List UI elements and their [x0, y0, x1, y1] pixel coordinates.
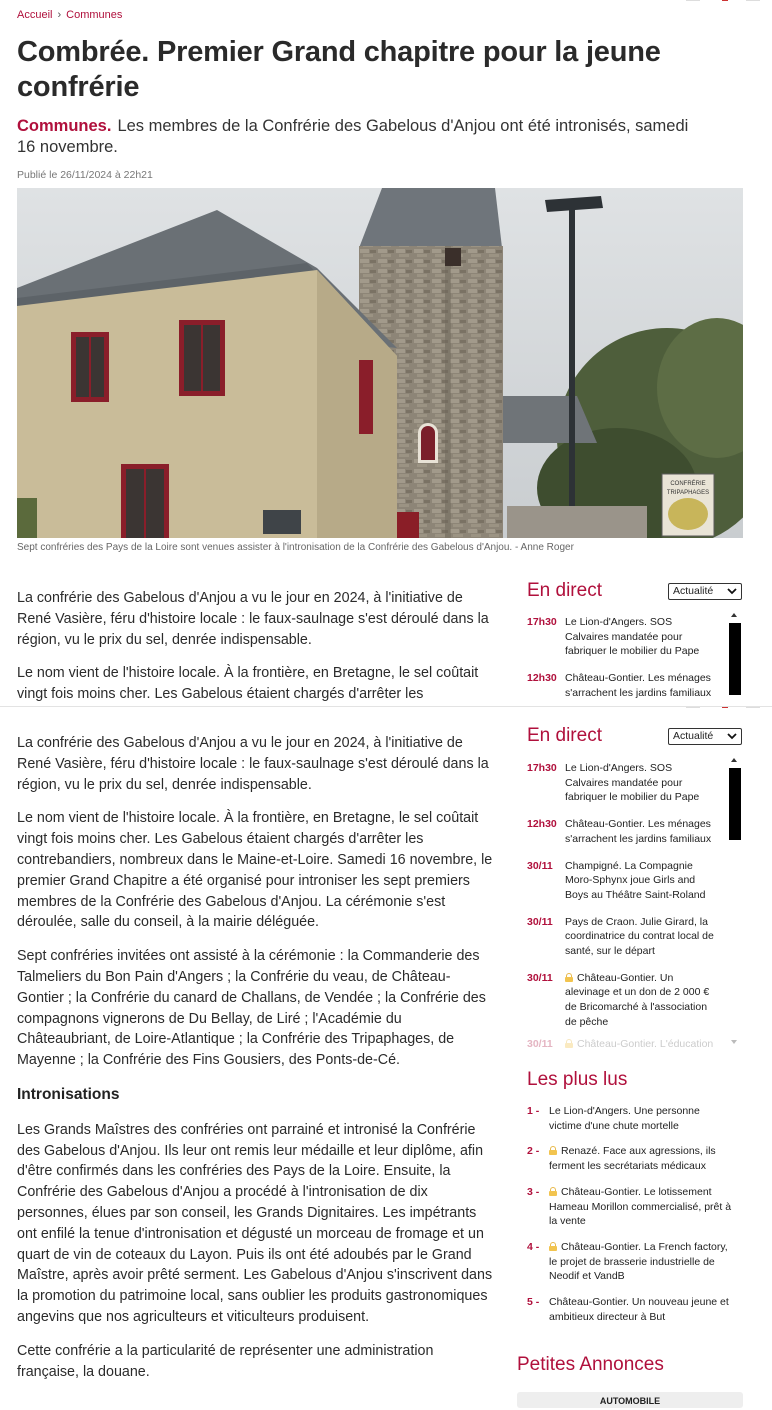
- live-item-text: Château-Gontier. L'éducation: [577, 1038, 714, 1050]
- article-category-link[interactable]: Communes.: [17, 117, 112, 135]
- building-photo-illustration: [17, 188, 743, 538]
- most-read-rank: 2 -: [527, 1145, 540, 1158]
- most-read-item[interactable]: [527, 1240, 737, 1284]
- live-feed-title: En direct: [527, 580, 602, 601]
- classifieds-title: Petites Annonces: [517, 1354, 664, 1375]
- live-item-faded[interactable]: [527, 1038, 713, 1050]
- classifieds-category-automobile[interactable]: AUTOMOBILE: [517, 1392, 743, 1408]
- article-paragraph: Le nom vient de l'histoire locale. À la frontière, en Bretagne, le sel coûtait vingt fois moins cher. Les Gabelous étaient chargés d'arrêter les contrebandiers, nombreux dans le Maine-et-Loire. Samedi 16 novembre, le premier Grand Chapitre a été organisé pour introniser les sept premiers membres de la Confrérie des Gabelous d'Anjou. La cérémonie s'est déroulée, salle du conseil, à la mairie déléguée.: [17, 810, 493, 931]
- most-read-rank: 1 -: [527, 1105, 540, 1117]
- scroll-up-icon[interactable]: [731, 613, 737, 617]
- article-paragraph: Les Grands Maîstres des confréries ont parrainé et intronisé la Confrérie des Gabelous d'Anjou. Ils leur ont remis leur médaille et leur diplôme, afin d'être confirmés dans les confréries des Pays de la Loire. Ensuite, la Confrérie des Gabelous d'Anjou a procédé à l'intronisation de dix personnes, élues par son conseil, les Grands Dignitaires. Les impétrants ont enfilé la tenue d'intronisation et dégusté un morceau de fromage et un quart de vin de coteaux du Layon. Puis ils ont été adoubés par le Grand Maîstre, après avoir prêté serment. Les Gabelous d'Anjou s'inscrivent dans la promotion du patrimoine local, sans oublier les produits gastronomiques angevins que nos agriculteurs et viticulteurs produisent.: [17, 1121, 493, 1325]
- sign-text-line-1: CONFRÉRIE: [670, 481, 706, 487]
- article-subheading: Intronisations: [17, 1085, 120, 1103]
- live-item-time: 17h30: [527, 762, 557, 774]
- live-item-time: 30/11: [527, 915, 553, 928]
- most-read-text: Le Lion-d'Angers. Une personne victime d'une chute mortelle: [549, 1105, 700, 1132]
- most-read-text: Renazé. Face aux agressions, ils ferment les secrétariats médicaux: [549, 1145, 716, 1173]
- breadcrumb-home-link[interactable]: Accueil: [17, 9, 53, 21]
- article-paragraph: Le nom vient de l'histoire locale. À la frontière, en Bretagne, le sel coûtait vingt fois moins cher. Les Gabelous étaient chargés d'arrêter les: [17, 665, 479, 703]
- top-edge-marks: [686, 0, 772, 3]
- live-item[interactable]: [527, 971, 717, 1030]
- article-body: [17, 733, 495, 1382]
- most-read-item[interactable]: [527, 1104, 737, 1133]
- breadcrumb-section-link[interactable]: Communes: [66, 9, 123, 21]
- photo-caption: Sept confréries des Pays de la Loire sont venues assister à l'intronisation de la Confrérie des Gabelous d'Anjou. - Anne Roger: [17, 542, 574, 553]
- sign-text-line-2: TRIPAPHAGES: [666, 490, 710, 496]
- most-read-text: Château-Gontier. Un nouveau jeune et ambitieux directeur à But: [549, 1296, 729, 1323]
- live-feed-list: [527, 761, 717, 1030]
- article-photo[interactable]: [17, 188, 743, 538]
- chevron-right-icon: ›: [57, 9, 62, 21]
- live-filter-select[interactable]: [668, 583, 742, 600]
- most-read-rank: 5 -: [527, 1296, 540, 1309]
- chevron-down-icon: [727, 586, 737, 596]
- live-item-text: Château-Gontier. Un alevinage et un don de 2 000 € de Bricomarché à l'association de pêche: [565, 971, 710, 1028]
- live-feed-scrollbar[interactable]: [728, 613, 740, 695]
- live-item[interactable]: [527, 671, 717, 700]
- scrollbar-thumb[interactable]: [729, 623, 741, 695]
- live-item-time: 30/11: [527, 971, 553, 984]
- live-filter-value: Actualité: [673, 585, 714, 597]
- live-item-time: 30/11: [527, 1038, 553, 1050]
- live-item-time: 12h30: [527, 818, 557, 831]
- live-item[interactable]: [527, 915, 717, 959]
- live-item-text: Château-Gontier. Les ménages s'arrachent les jardins familiaux: [565, 818, 712, 845]
- live-item[interactable]: [527, 817, 717, 846]
- breadcrumb: [17, 9, 122, 21]
- scrollbar-thumb[interactable]: [729, 768, 741, 840]
- live-feed-scrollbar[interactable]: [728, 758, 740, 1050]
- live-filter-select[interactable]: [668, 728, 742, 745]
- most-read-item[interactable]: [527, 1185, 737, 1229]
- viewport-divider: [0, 706, 772, 707]
- most-read-item[interactable]: [527, 1144, 737, 1173]
- lock-icon: [565, 973, 573, 982]
- lock-icon: [549, 1242, 557, 1251]
- most-read-rank: 4 -: [527, 1240, 540, 1253]
- live-item[interactable]: [527, 615, 717, 659]
- article-paragraph: La confrérie des Gabelous d'Anjou a vu le jour en 2024, à l'initiative de René Vasière, féru d'histoire locale : le faux-saulnage s'est déroulé dans la région, vu le prix du sel, denrée indispensable.: [17, 735, 489, 793]
- live-item-time: 30/11: [527, 859, 553, 872]
- article-title: Combrée. Premier Grand chapitre pour la jeune confrérie: [17, 36, 661, 103]
- article-body-preview: [17, 588, 495, 706]
- live-item-text: Château-Gontier. Les ménages s'arrachent les jardins familiaux: [565, 672, 712, 699]
- live-item-time: 17h30: [527, 616, 557, 628]
- article-lead: [17, 116, 697, 158]
- chevron-down-icon: [727, 731, 737, 741]
- lock-icon: [565, 1039, 573, 1048]
- lock-icon: [549, 1187, 557, 1196]
- article-paragraph: Sept confréries invitées ont assisté à la cérémonie : la Commanderie des Talmeliers du Bon Pain d'Angers ; la Confrérie du veau, de Château-Gontier ; la Confrérie du canard de Challans, de Vendée ; la Confrérie des compagnons vignerons de Du Bellay, de Liré ; l'Académie du Châteaubriant, de Loire-Atlantique ; la Confrérie des Tripaphages, de Mayenne ; la Confrérie des Fins Gousiers, des Ponts-de-Cé.: [17, 948, 486, 1069]
- most-read-text: Château-Gontier. Le lotissement Hameau Morillon commercialisé, prêt à la vente: [549, 1185, 732, 1228]
- article-lead-text: Les membres de la Confrérie des Gabelous d'Anjou ont été intronisés, samedi 16 novembre.: [17, 117, 689, 156]
- live-feed-title: En direct: [527, 725, 602, 746]
- lock-icon: [549, 1146, 557, 1155]
- live-item-time: 12h30: [527, 672, 557, 685]
- live-item[interactable]: [527, 859, 717, 903]
- most-read-rank: 3 -: [527, 1185, 540, 1198]
- most-read-list: [527, 1104, 737, 1324]
- live-feed-preview: [527, 615, 717, 701]
- most-read-item[interactable]: [527, 1295, 737, 1324]
- top-edge-marks: [686, 707, 772, 710]
- live-item[interactable]: [527, 761, 717, 805]
- live-item-text: Le Lion-d'Angers. SOS Calvaires mandatée pour fabriquer le mobilier du Pape: [565, 762, 700, 804]
- most-read-text: Château-Gontier. La French factory, le projet de brasserie industrielle de Neodif et VandB: [549, 1240, 728, 1283]
- live-item-text: Pays de Craon. Julie Girard, la coordinatrice du contrat local de santé, sur le départ: [565, 915, 714, 958]
- article-paragraph: Cette confrérie a la particularité de représenter une administration française, la douane.: [17, 1342, 434, 1380]
- live-filter-value: Actualité: [673, 730, 714, 742]
- article-paragraph: La confrérie des Gabelous d'Anjou a vu le jour en 2024, à l'initiative de René Vasière, féru d'histoire locale : le faux-saulnage s'est déroulé dans la région, vu le prix du sel, denrée indispensable.: [17, 590, 489, 648]
- scroll-down-icon[interactable]: [731, 1040, 737, 1044]
- publish-date: Publié le 26/11/2024 à 22h21: [17, 169, 153, 181]
- most-read-title: Les plus lus: [527, 1069, 628, 1090]
- live-item-text: Champigné. La Compagnie Moro-Sphynx joue Girls and Boys au Théâtre Saint-Roland: [565, 859, 706, 901]
- live-item-text: Le Lion-d'Angers. SOS Calvaires mandatée pour fabriquer le mobilier du Pape: [565, 616, 700, 658]
- scroll-up-icon[interactable]: [731, 758, 737, 762]
